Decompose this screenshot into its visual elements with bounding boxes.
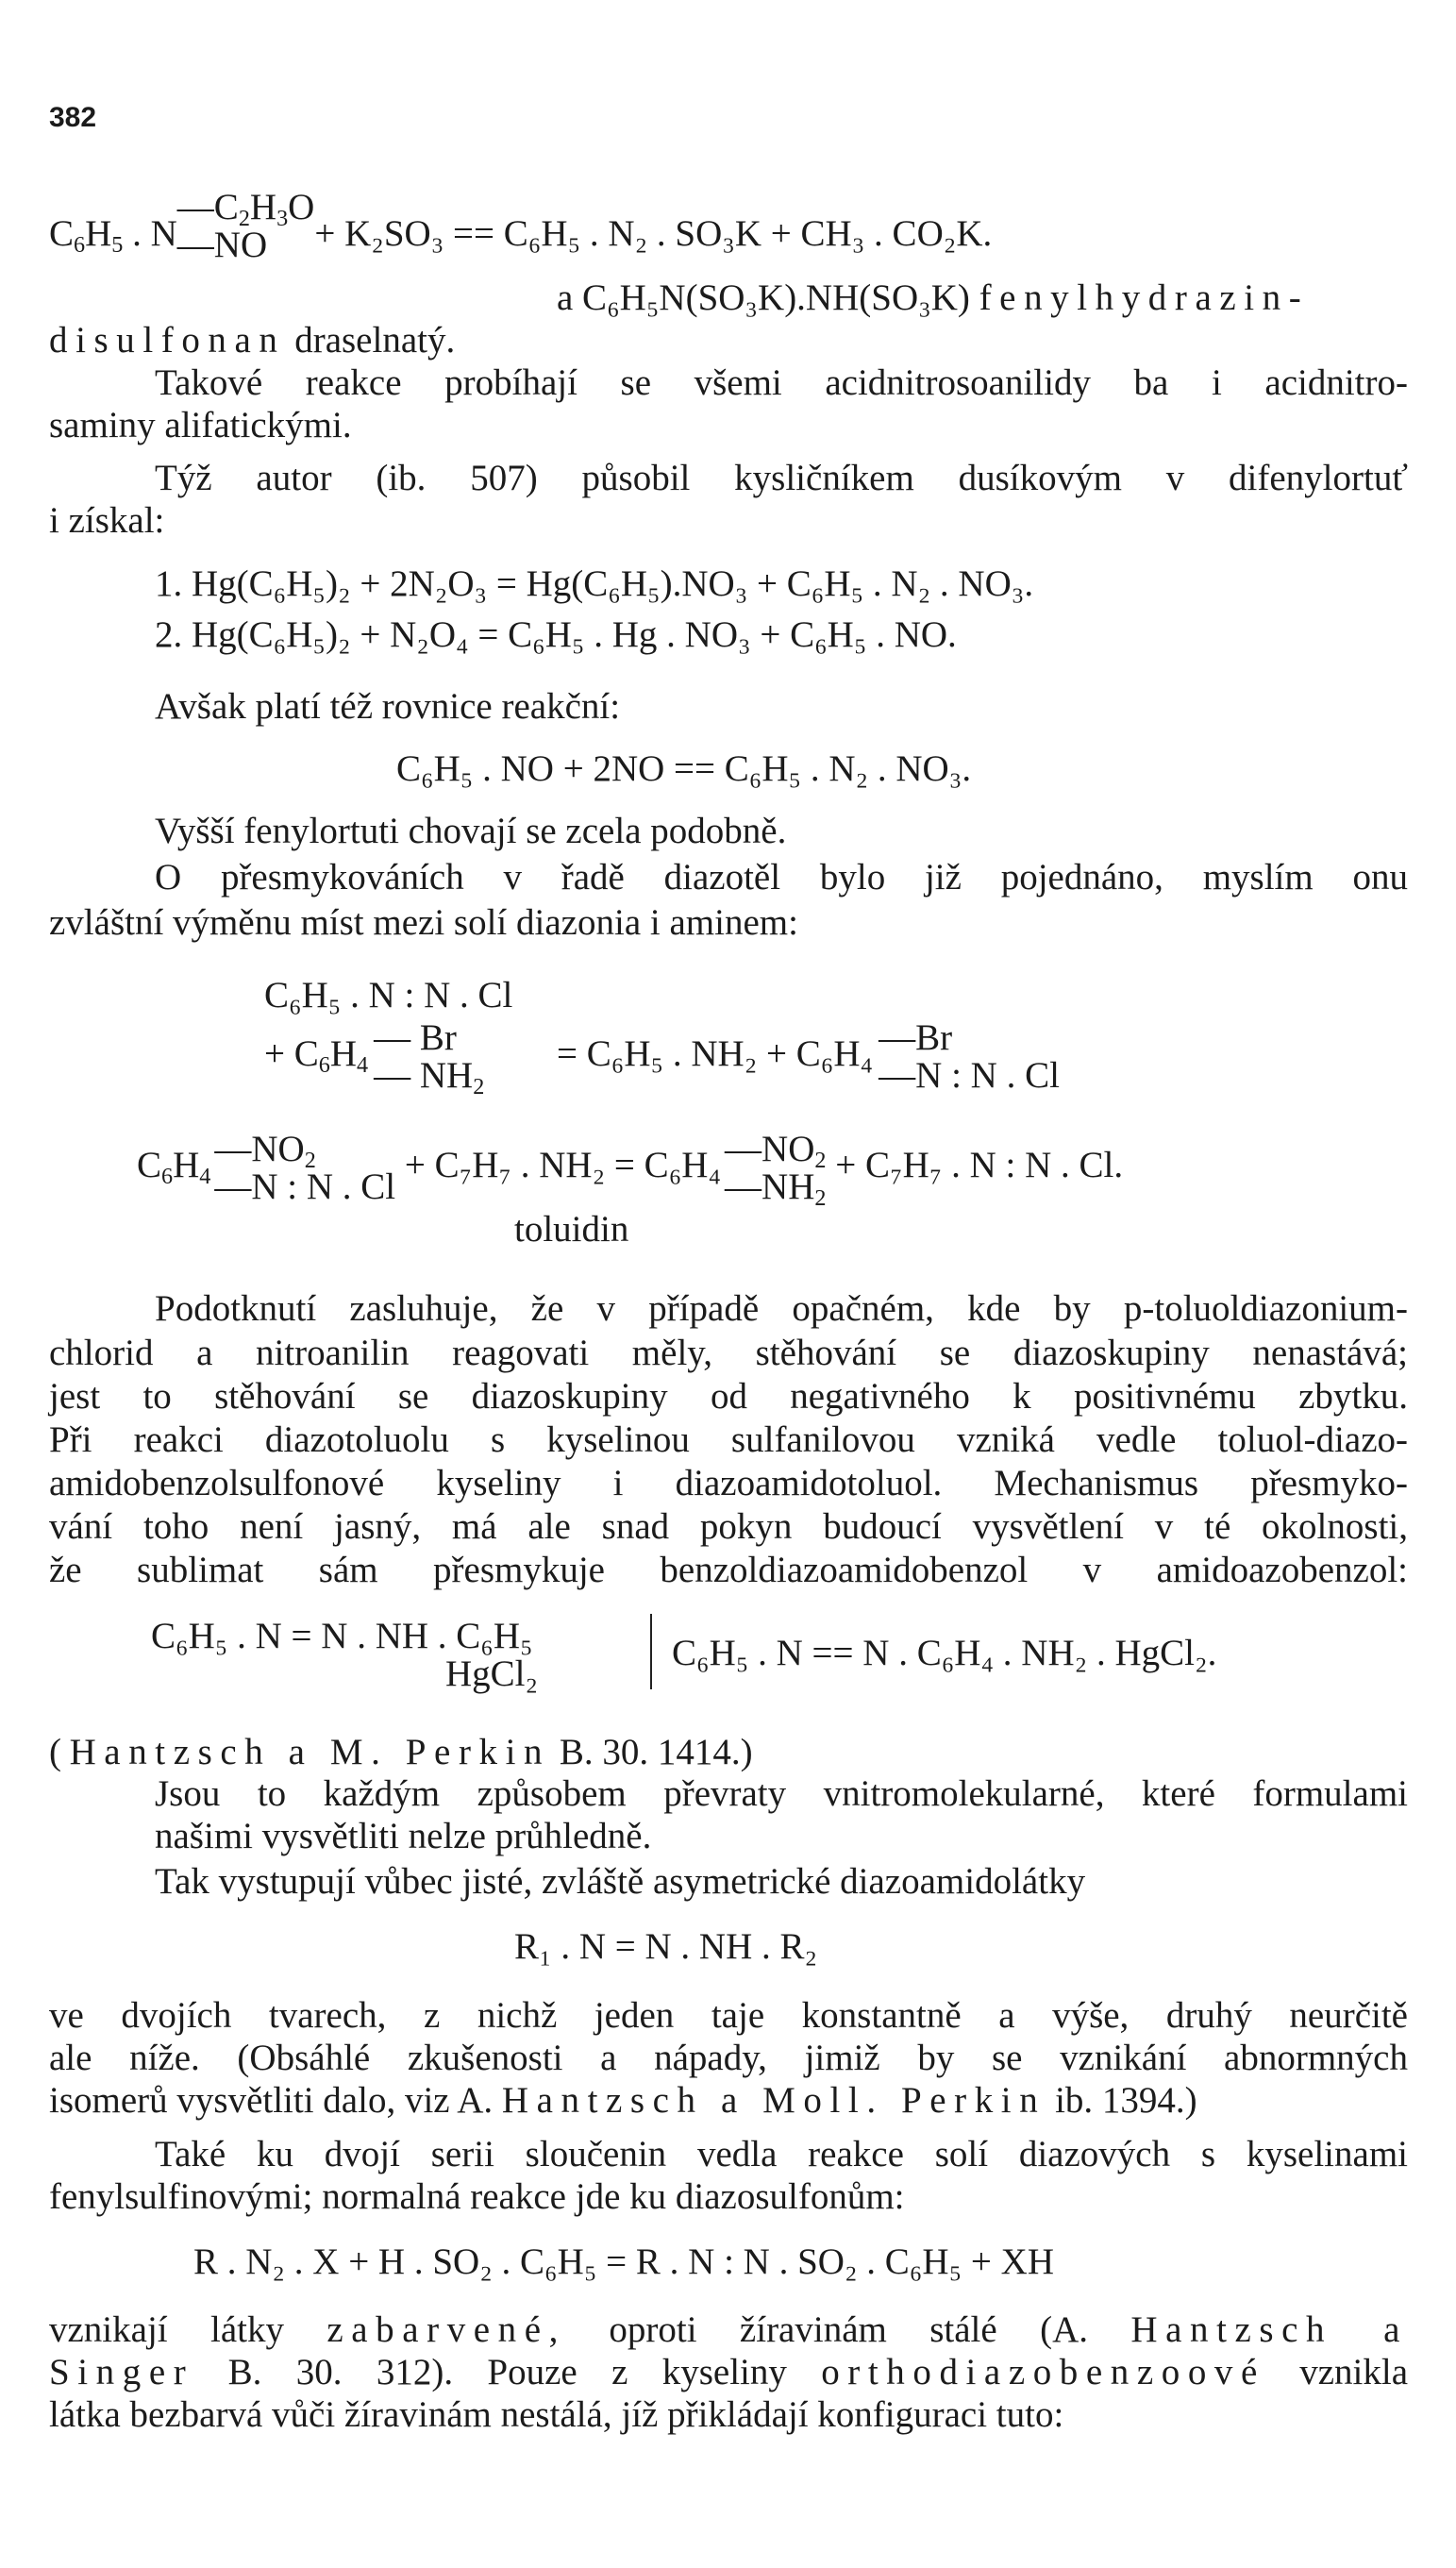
paragraph-line: O přesmykováních v řadě diazotěl bylo již pojednáno, myslím onu	[155, 857, 1408, 898]
paragraph-line: Při reakci diazotoluolu s kyselinou sulfanilovou vzniká vedle toluol-diazo-	[49, 1419, 1408, 1460]
reference-authors: Singer	[49, 2352, 194, 2392]
paragraph-line: Vyšší fenylortuti chovají se zcela podobně.	[155, 811, 787, 851]
equation-nitroso: C₆H₅ . NO + 2NO == C₆H₅ . N₂ . NO₃.	[396, 748, 972, 789]
paragraph-line: Týž autor (ib. 507) působil kysličníkem dusíkovým v difenylortuť	[155, 458, 1408, 498]
paragraph-line: fenylsulfinovými; normalná reakce jde ku diazosulfonům:	[49, 2176, 905, 2217]
scheme-hgcl2-sub: HgCl₂	[445, 1653, 539, 1694]
formula-1-line2	[557, 277, 1309, 320]
label-toluidin: toluidin	[514, 1209, 629, 1250]
text-fragment: draselnatý.	[294, 320, 456, 361]
paragraph-line: ve dvojích tvarech, z nichž jeden taje konstantně a výše, druhý neurčitě	[49, 1995, 1408, 2036]
scheme-toluidin-mid: + C₇H₇ . NH₂ = C₆H₄	[404, 1144, 722, 1185]
text-fragment: vznikla	[1299, 2352, 1409, 2392]
text-fragment: isomerů vysvětliti dalo, viz A.	[49, 2080, 494, 2121]
paragraph-line	[49, 2308, 1408, 2352]
paragraph-line: chlorid a nitroanilin reagovati měly, stěhování se diazoskupiny nenastává;	[49, 1333, 1408, 1373]
formula-nitrosoanilide: $C_6H_5$ . N $—C_2H_3O$ —NO + K₂SO₃ == C₆H₅ . N₂ . SO₃K + CH₃ . CO₂K.	[49, 187, 993, 265]
scheme-diazonium-top: C₆H₅ . N : N . Cl	[264, 975, 513, 1015]
scheme-products-text: = C₆H₅ . NH₂ + C₆H₄	[557, 1032, 874, 1074]
formula-1-product: a C₆H₅N(SO₃K).NH(SO₃K)	[557, 277, 970, 318]
paragraph-line: že sublimat sám přesmykuje benzoldiazoamidobenzol v amidoazobenzol:	[49, 1550, 1408, 1590]
paragraph-line: saminy alifatickými.	[49, 405, 352, 445]
formula-1-right: + K₂SO₃ == C₆H₅ . N₂ . SO₃K + CH₃ . CO₂K.	[314, 212, 993, 254]
reference-authors: Hantzsch a Moll. Perkin	[501, 2080, 1046, 2121]
paragraph-line: Podotknutí zasluhuje, že v případě opačném, kde by p-toluoldiazonium-	[155, 1288, 1408, 1329]
paragraph-line: ale níže. (Obsáhlé zkušenosti a nápady, jimiž by se vznikání abnormných	[49, 2038, 1408, 2078]
emphasis-orthodiazobenzoove: orthodiazobenzoové	[821, 2352, 1265, 2392]
reference-authors: (Hantzsch a M. Perkin	[49, 1732, 551, 1772]
paragraph-line: našimi vysvětliti nelze průhledně.	[155, 1816, 652, 1856]
scheme-hgcl2-left: C₆H₅ . N = N . NH . C₆H₅	[151, 1616, 533, 1656]
scheme-hgcl2-right: C₆H₅ . N == N . C₆H₄ . NH₂ . HgCl₂.	[672, 1633, 1217, 1673]
text-fragment: vznikají látky	[49, 2309, 284, 2350]
paragraph-line: i získal:	[49, 500, 165, 541]
text-line-disulfonan	[49, 319, 455, 362]
scheme-toluidin-end: + C₇H₇ . N : N . Cl.	[835, 1144, 1124, 1185]
scheme-diazonium-reactant: + $C_6H_4$ — Br — $NH_2$	[264, 1017, 485, 1099]
equation-diazoamido: R₁ . N = N . NH . R₂	[514, 1926, 818, 1967]
paragraph-line: amidobenzolsulfonové kyseliny i diazoamidotoluol. Mechanismus přesmyko-	[49, 1463, 1408, 1503]
text-fragment: B. 30. 312). Pouze z kyseliny	[227, 2352, 787, 2392]
paragraph-line: zvláštní výměnu míst mezi solí diazonia i aminem:	[49, 902, 798, 943]
reference-line	[49, 1731, 753, 1774]
paragraph-line: Jsou to každým způsobem převraty vnitromolekularné, které formulami	[155, 1773, 1408, 1814]
paragraph-line: vání toho není jasný, má ale snad pokyn budoucí vysvětlení v té okolnosti,	[49, 1506, 1408, 1547]
paragraph-line	[49, 2079, 1197, 2123]
paragraph-line	[49, 2351, 1408, 2394]
paragraph-line: Avšak platí též rovnice reakční:	[155, 686, 621, 727]
text-fragment: ib. 1394.)	[1055, 2080, 1197, 2121]
paragraph-line: Také ku dvojí serii sloučenin vedla reakce solí diazových s kyselinami	[155, 2134, 1408, 2174]
paragraph-line: látka bezbarvá vůči žíravinám nestálá, jíž přikládají konfiguraci tuto:	[49, 2394, 1064, 2435]
scheme-toluidin: $C_6H_4$ $—NO_2$ —N : N . Cl + C₇H₇ . NH₂ = C₆H₄ $—NO_2$ $—NH_2$ + C₇H₇ . N : N . Cl.	[137, 1129, 1124, 1211]
equation-hg-2: 2. Hg(C₆H₅)₂ + N₂O₄ = C₆H₅ . Hg . NO₃ + C₆H₅ . NO.	[155, 614, 957, 655]
emphasis-disulfonan: disulfonan	[49, 320, 286, 361]
emphasis-zabarvene: zabarvené,	[326, 2309, 566, 2350]
equation-hg-1: 1. Hg(C₆H₅)₂ + 2N₂O₃ = Hg(C₆H₅).NO₃ + C₆H₅ . N₂ . NO₃.	[155, 563, 1034, 604]
text-fragment: oproti žíravinám stálé (A.	[609, 2309, 1088, 2350]
paragraph-line: jest to stěhování se diazoskupiny od negativného k positivnému zbytku.	[49, 1376, 1408, 1417]
page-number: 382	[49, 102, 97, 133]
paragraph-line: Tak vystupují vůbec jisté, zvláště asymetrické diazoamidolátky	[155, 1861, 1086, 1902]
equation-diazosulfon: R . N₂ . X + H . SO₂ . C₆H₅ = R . N : N . SO₂ . C₆H₅ + XH	[193, 2241, 1054, 2282]
divider-bar	[650, 1614, 652, 1689]
formula-1-name: fenylhydrazin-	[979, 277, 1310, 318]
scheme-diazonium-products: = C₆H₅ . NH₂ + C₆H₄ —Br —N : N . Cl	[557, 1017, 1060, 1096]
reference-citation: B. 30. 1414.)	[559, 1732, 753, 1772]
paragraph-line: Takové reakce probíhají se všemi acidnitrosoanilidy ba i acidnitro-	[155, 362, 1408, 403]
reference-authors: Hantzsch a	[1130, 2309, 1408, 2350]
